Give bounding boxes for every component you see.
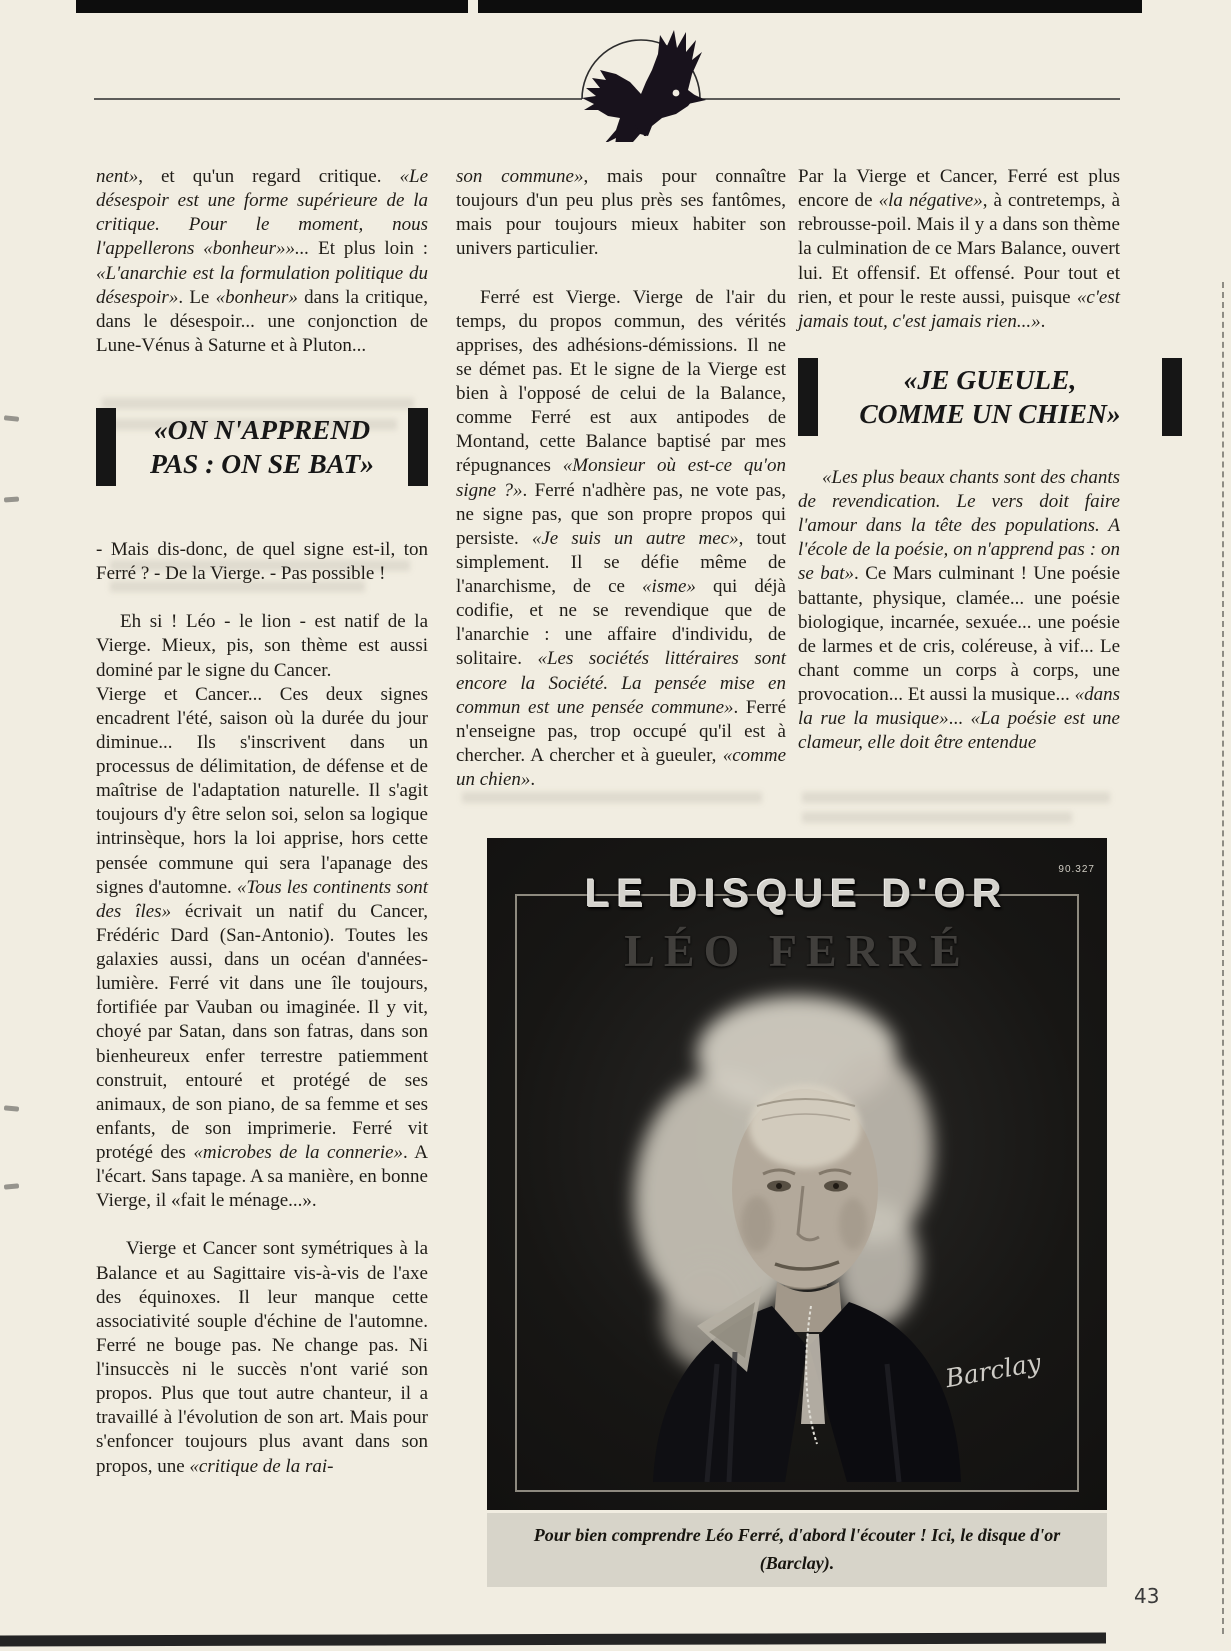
staple-mark [4,496,19,502]
paragraph: «Les plus beaux chants sont des chants de revendication. Le vers doit faire l'amour dans la tête des populations. A l'école de la poésie, on n'apprend pas : on se bat». Ce Mars culminant ! Une poésie battante, physique, clamée... une poésie biologique, incarnée, sexuée... une poésie de larmes et de cris, coléreuse, à vif... Le chant comme un corps à corps, une provocation... Et aussi la musique... «dans la rue la musique»... «La poésie est une clameur, elle doit être entendue [798,466,1121,754]
section-heading-je-gueule [798,358,1182,436]
scan-edge-bottom [0,1633,1106,1647]
heading-line-2: PAS : ON SE BAT» [149,448,375,479]
paragraph: nent», et qu'un regard critique. «Le désespoir est une forme supérieure de la critique. Pour le moment, nous l'appellerons «bonheur»»... Et plus loin : «L'anarchie est la formulation politique du désespoir». Le «bonheur» dans la critique, dans le désespoir... une conjonction de Lune-Vénus à Saturne et à Pluton... [96,166,428,356]
bleedthrough-mark [462,792,762,803]
heading-text [128,413,396,480]
scan-edge-top-right [478,0,1142,13]
heading-bar-right [408,408,428,486]
heading-bar-right [1162,358,1182,436]
staple-mark [4,1183,19,1189]
caption-line-2: (Barclay). [759,1553,835,1573]
scan-edge-top-left [76,0,468,13]
heading-bar-left [798,358,818,436]
album-catalog-number: 90.327 [1058,864,1095,875]
heading-line-2: COMME UN CHIEN» [859,397,1121,429]
staple-mark [4,415,19,422]
page-number: 43 [1134,1584,1160,1608]
heading-text [830,363,1150,430]
heading-bar-left [96,408,116,486]
paragraph: son commune», mais pour connaître toujours d'un peu plus près ses fantômes, mais pour toujours mieux habiter son univers particulier. [456,166,787,260]
bleedthrough-mark [802,812,1072,823]
bleedthrough-mark [802,792,1110,803]
album-cover-photo [487,838,1107,1510]
album-title: LE DISQUE D'OR [585,872,1009,916]
album-artist-name: LÉO FERRÉ [624,925,970,976]
heading-line-1: «ON N'APPREND [153,414,371,446]
staple-mark [4,1105,19,1111]
column-2 [456,165,786,792]
paragraph: Eh si ! Léo - le lion - est natif de la Vierge. Mieux, pis, son thème est aussi dominé par le signe du Cancer. [96,611,428,681]
section-heading-on-napprend [96,408,428,486]
bird-icon [582,30,706,142]
column-1 [96,165,428,1479]
caption-line-1: Pour bien comprendre Léo Ferré, d'abord l'écouter ! Ici, le disque d'or [533,1525,1061,1546]
paragraph: Vierge et Cancer... Ces deux signes encadrent l'été, saison où la durée du jour diminue... Ils s'inscrivent dans un processus de délimitation, de défense et de maîtrise de l'adaptation naturelle. Il s'agit toujours d'y être selon soi, selon sa logique intrinsèque, hors la loi apprise, hors cette pensée commune qui sera l'apanage des signes d'automne. «Tous les continents sont des îles» écrivait un natif du Cancer, Frédéric Dard (San-Antonio). Toutes les galaxies aussi, dans un océan d'années-lumière. Ferré vit dans une île toujours, fortifiée par Vauban ou imaginée. Il y vit, choyé par Satan, dans son fatras, dans son bienheureux enfer terrestre patiemment construit, entouré et protégé de ses animaux, de son piano, de sa femme et ses enfants, de son imprimerie. Ferré vit protégé des «microbes de la connerie». A l'écart. Sans tapage. A sa manière, en bonne Vierge, il «fait le ménage...». [96,683,428,1212]
heading-line-1: «JE GUEULE, [903,364,1077,396]
paragraph: Vierge et Cancer sont symétriques à la Balance et au Sagittaire vis-à-vis de l'axe des équinoxes. Il leur manque cette associativité souple d'échine de l'automne. Ferré ne bouge pas. Ne change pas. Ni l'insuccès ni le succès n'ont varié son propos. Plus que tout autre chanteur, il a travaillé à l'évolution de son art. Mais pour s'enfoncer toujours plus avant dans son propos, une «critique de la rai- [96,1238,428,1477]
scan-edge-right [1222,282,1224,1634]
barclay-signature: Barclay [943,1347,1044,1394]
paragraph: Ferré est Vierge. Vierge de l'air du temps, du propos commun, des vérités apprises, des adhésions-démissions. Il ne se démet pas. Et le signe de la Vierge est bien à l'opposé de celui de la Balance, comme Ferré est aux antipodes de Montand, cette Balance baptisé par mes répugnances «Monsieur où est-ce qu'on signe ?». Ferré n'adhère pas, ne vote pas, ne signe pas, que son propre propos qui persiste. «Je suis un autre mec», tout simplement. Il se défie même de l'anarchisme, de ce «isme» qui déjà codifie, et ne se revendique que de l'anarchie : une affaire d'individu, de solitaire. «Les sociétés littéraires sont encore la Société. La pensée mise en commun est une pensée commune». Ferré n'enseigne pas, trop occupé qu'il est à chercher. A chercher et à gueuler, «comme un chien». [456,286,787,790]
photo-caption [487,1513,1107,1587]
header-ornament [92,30,1124,142]
paragraph: Par la Vierge et Cancer, Ferré est plus encore de «la négative», à contretemps, à rebrousse-poil. Mais il y a dans son thème la culmination de ce Mars Balance, ouvert lui. Et offensif. Et offensé. Pour tout et rien, et pour le reste aussi, puisque «c'est jamais tout, c'est jamais rien...». [798,166,1121,332]
leo-ferre-portrait [557,934,1037,1482]
column-3 [798,165,1120,755]
paragraph: - Mais dis-donc, de quel signe est-il, ton Ferré ? - De la Vierge. - Pas possible ! [96,539,428,585]
